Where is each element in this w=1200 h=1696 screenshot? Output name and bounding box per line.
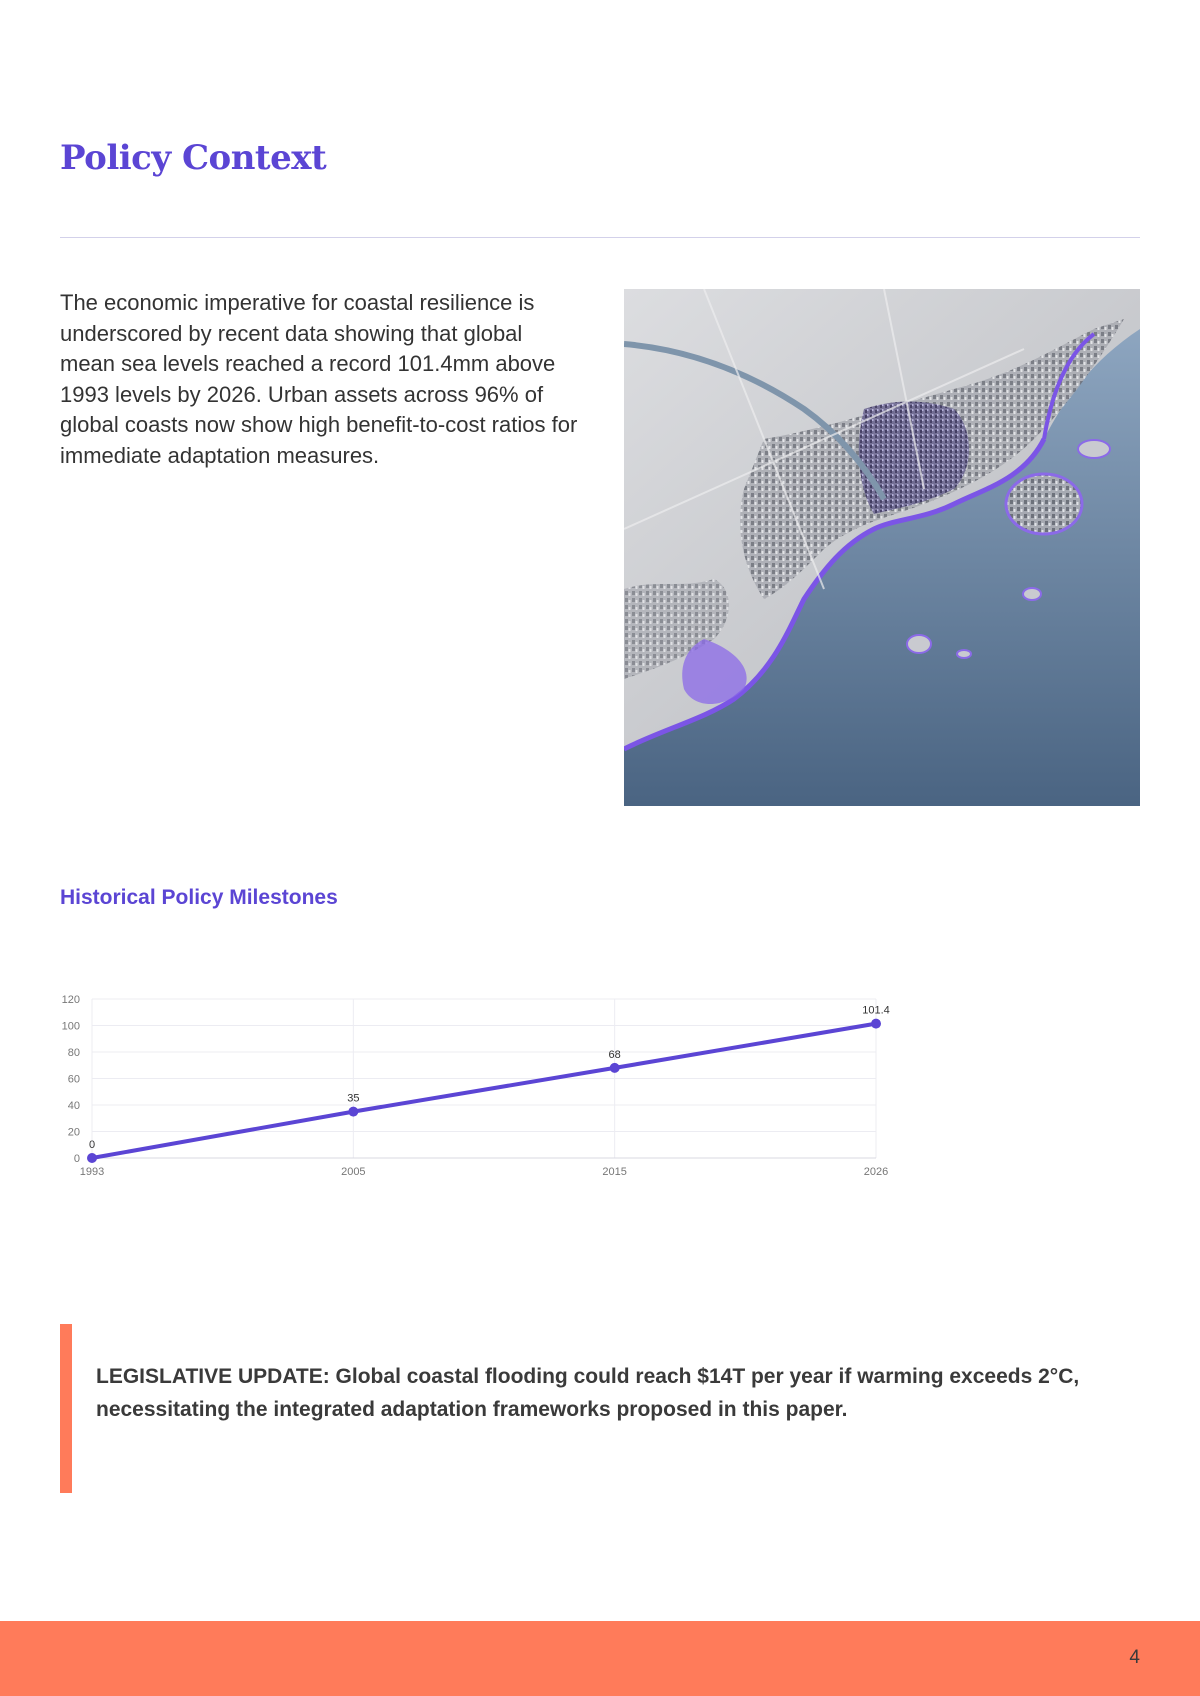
title-divider [60, 237, 1140, 238]
y-tick-label: 40 [67, 1100, 80, 1112]
x-tick-label: 2015 [602, 1166, 627, 1178]
data-label: 68 [608, 1048, 621, 1061]
callout-accent-bar [60, 1324, 72, 1493]
data-point [610, 1063, 620, 1073]
y-tick-label: 60 [67, 1073, 80, 1086]
legislative-callout [60, 1324, 1140, 1493]
y-tick-label: 80 [67, 1047, 80, 1059]
y-tick-label: 0 [73, 1153, 80, 1165]
data-label: 0 [88, 1139, 96, 1151]
y-tick-label: 120 [61, 994, 80, 1006]
data-point [871, 1019, 881, 1029]
y-tick-label: 100 [61, 1020, 80, 1033]
sea-level-line-chart [56, 985, 916, 1185]
chart-canvas [56, 985, 916, 1185]
data-label: 35 [347, 1092, 360, 1105]
x-tick-label: 2026 [863, 1166, 889, 1178]
page-footer [0, 1621, 1200, 1696]
y-tick-label: 20 [67, 1126, 80, 1139]
series-line [92, 1024, 876, 1158]
section-heading: Historical Policy Milestones [60, 886, 338, 909]
coastal-city-aerial-image [624, 289, 1140, 806]
page-number: 4 [1129, 1647, 1140, 1668]
intro-paragraph: The economic imperative for coastal resilience is underscored by recent data showing that global mean sea levels reached a record 101.4mm above 1993 levels by 2026. Urban assets across 96% of global coasts now show high benefit-to-cost ratios for immediate adaptation measures. [60, 290, 578, 468]
x-tick-label: 1993 [79, 1166, 105, 1178]
data-point [87, 1153, 97, 1163]
data-label: 101.4 [862, 1004, 890, 1017]
x-tick-label: 2005 [341, 1166, 366, 1178]
callout-text: LEGISLATIVE UPDATE: Global coastal flooding could reach $14T per year if warming exceeds 2°C, necessitating the integrated adaptation frameworks proposed in this paper. [96, 1365, 1080, 1421]
data-point [348, 1107, 358, 1117]
page-title: Policy Context [60, 138, 327, 178]
